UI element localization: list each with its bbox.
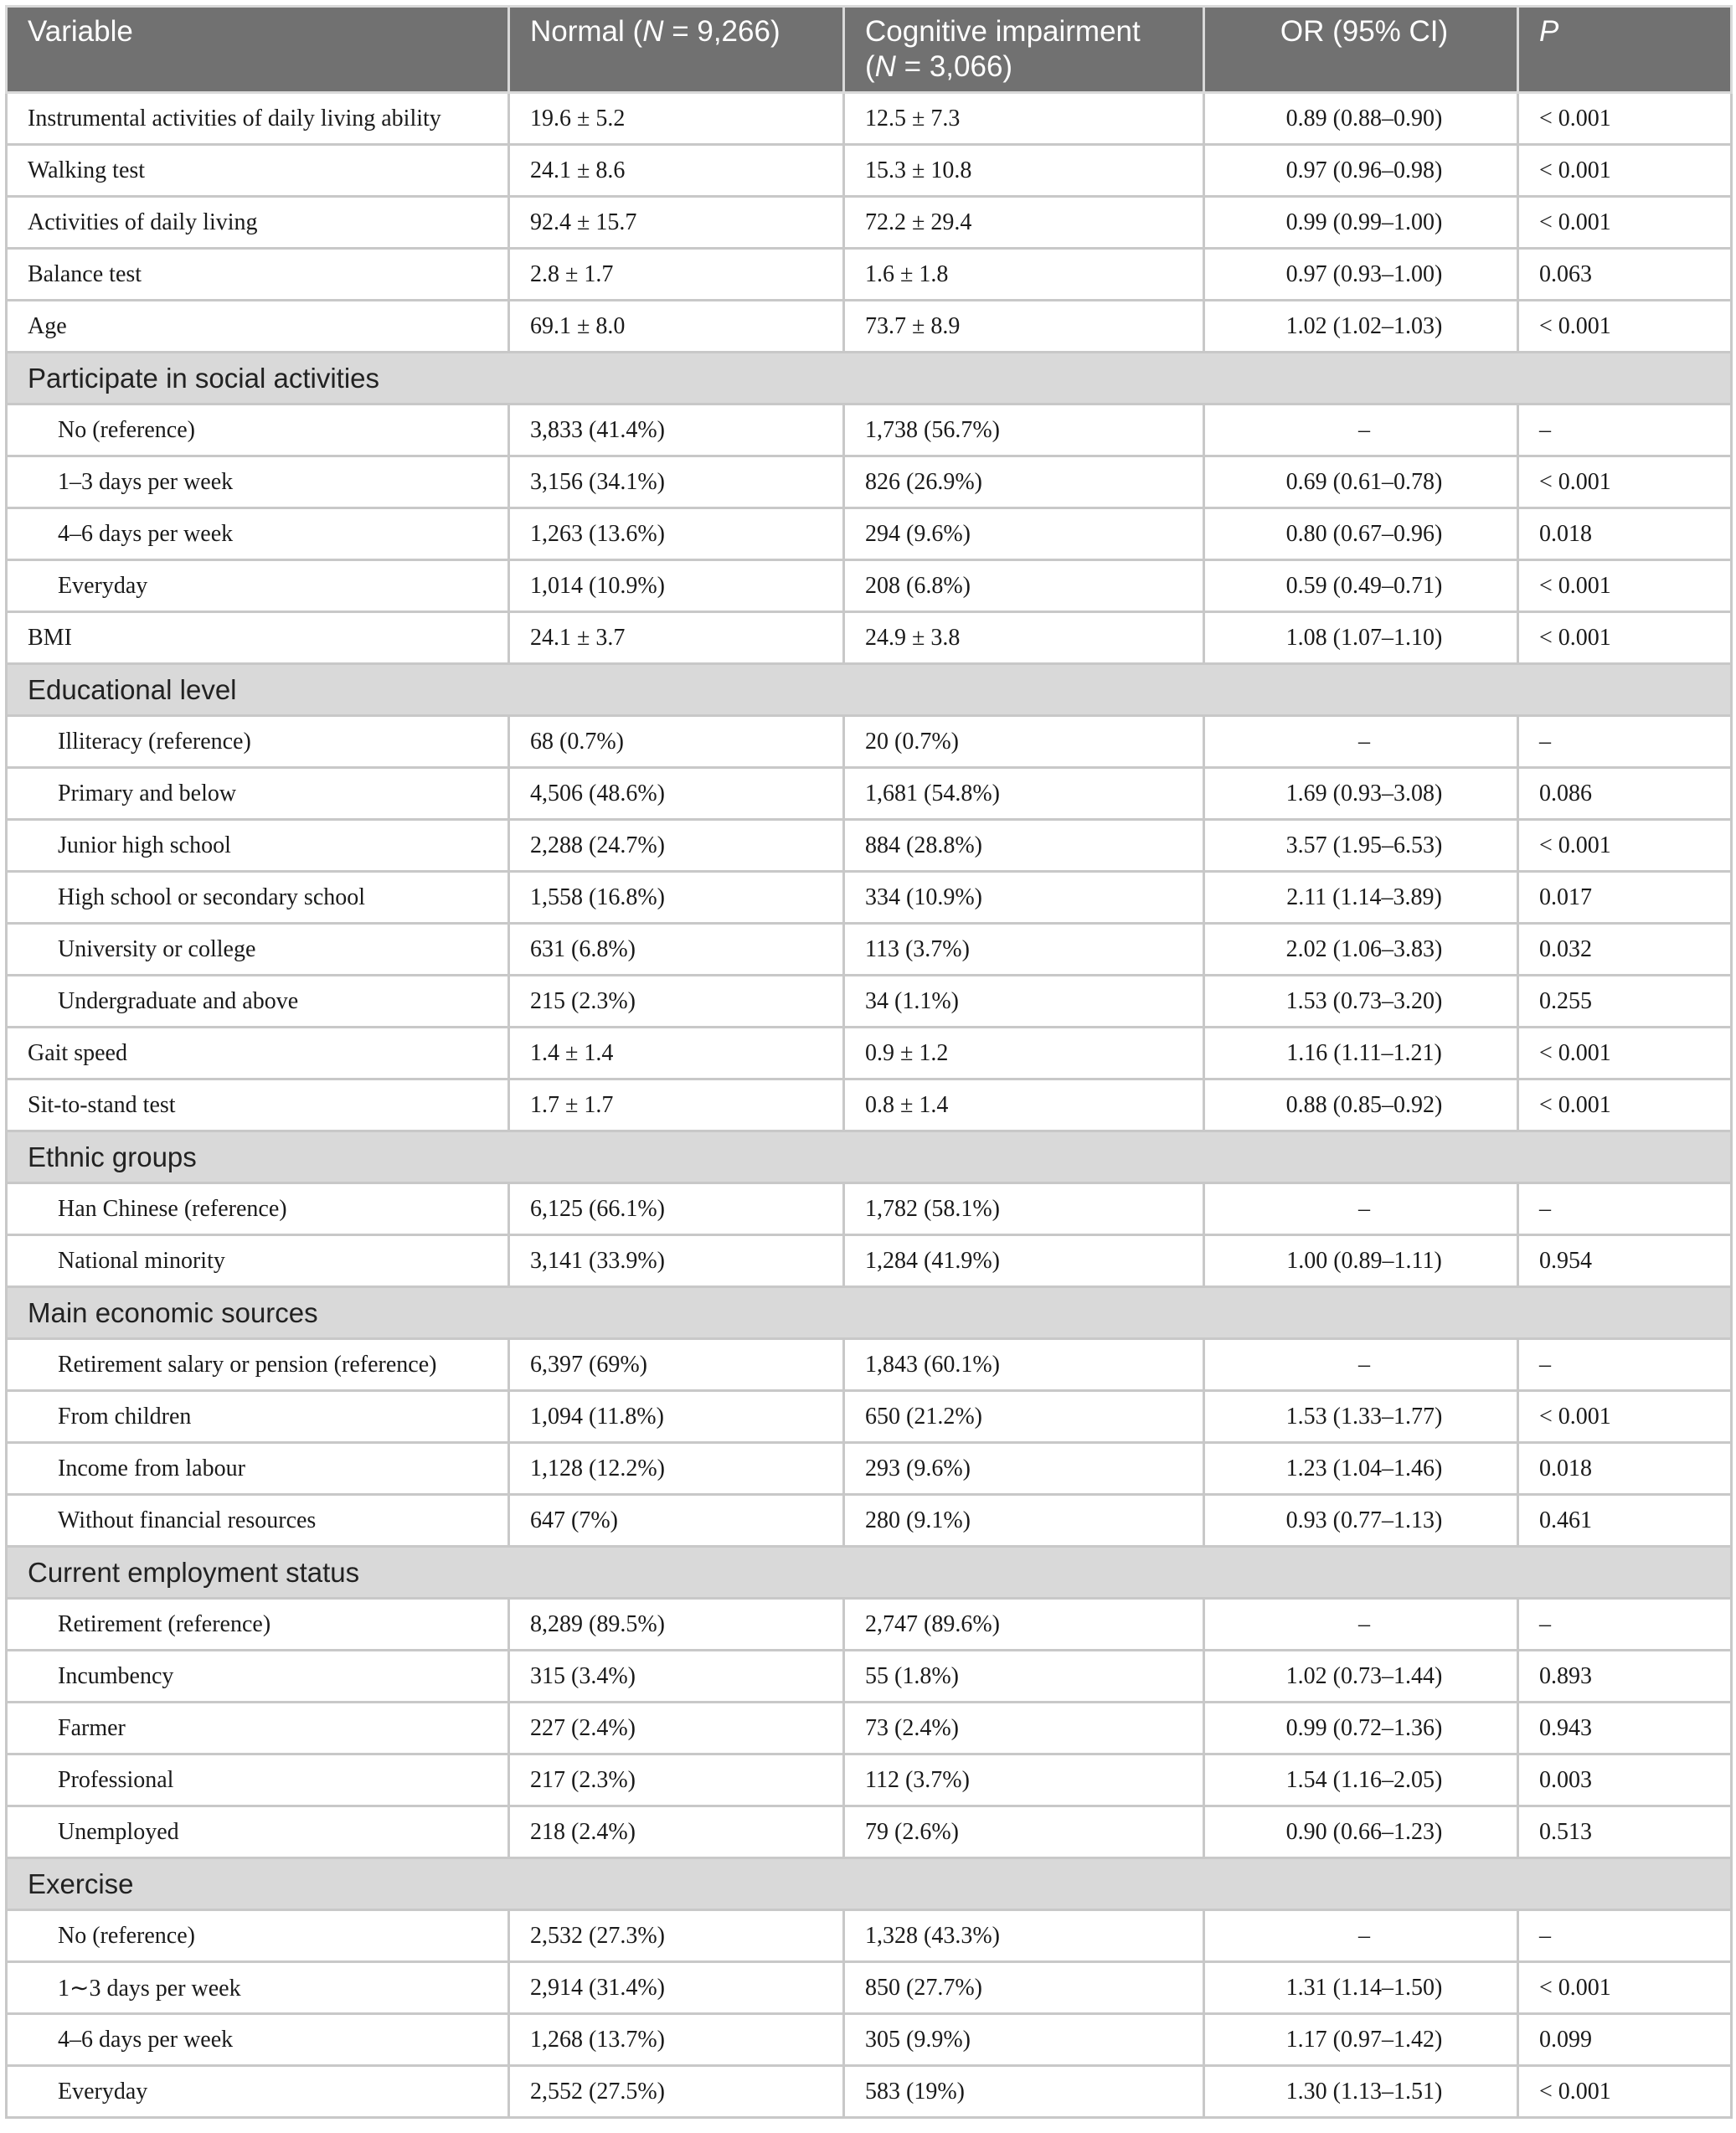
- cell-cognitive-impairment: 583 (19%): [844, 2066, 1204, 2118]
- cell-variable: Age: [7, 301, 509, 353]
- cell-variable: Primary and below: [7, 768, 509, 820]
- cell-normal: 19.6 ± 5.2: [509, 93, 844, 145]
- cell-or: 1.17 (0.97–1.42): [1204, 2014, 1518, 2066]
- cell-cognitive-impairment: 294 (9.6%): [844, 508, 1204, 560]
- cell-p: 0.461: [1518, 1495, 1732, 1547]
- cell-p: –: [1518, 716, 1732, 768]
- cell-normal: 24.1 ± 3.7: [509, 612, 844, 664]
- cell-cognitive-impairment: 1,284 (41.9%): [844, 1235, 1204, 1287]
- cell-p: 0.893: [1518, 1651, 1732, 1703]
- cell-variable: No (reference): [7, 1910, 509, 1962]
- cell-p: < 0.001: [1518, 560, 1732, 612]
- cell-or: 1.54 (1.16–2.05): [1204, 1754, 1518, 1806]
- cell-variable: Gait speed: [7, 1028, 509, 1079]
- cell-normal: 3,156 (34.1%): [509, 456, 844, 508]
- cell-p: 0.063: [1518, 249, 1732, 301]
- cell-or: 1.31 (1.14–1.50): [1204, 1962, 1518, 2014]
- cell-variable: No (reference): [7, 404, 509, 456]
- cell-p: < 0.001: [1518, 1028, 1732, 1079]
- cell-p: 0.086: [1518, 768, 1732, 820]
- cell-variable: Instrumental activities of daily living ability: [7, 93, 509, 145]
- cell-cognitive-impairment: 1,782 (58.1%): [844, 1183, 1204, 1235]
- cell-or: 1.02 (0.73–1.44): [1204, 1651, 1518, 1703]
- cell-normal: 4,506 (48.6%): [509, 768, 844, 820]
- section-header-row: [7, 1131, 1732, 1183]
- cell-variable: Incumbency: [7, 1651, 509, 1703]
- cell-or: 0.69 (0.61–0.78): [1204, 456, 1518, 508]
- cell-p: 0.943: [1518, 1703, 1732, 1754]
- cell-variable: Everyday: [7, 560, 509, 612]
- cell-variable: Walking test: [7, 145, 509, 197]
- cell-or: 0.99 (0.72–1.36): [1204, 1703, 1518, 1754]
- table-container: [5, 5, 1730, 2119]
- cell-cognitive-impairment: 1,843 (60.1%): [844, 1339, 1204, 1391]
- table-header-row: [7, 7, 1732, 93]
- table-row: [7, 820, 1732, 872]
- cell-or: –: [1204, 1910, 1518, 1962]
- cell-variable: High school or secondary school: [7, 872, 509, 924]
- cell-or: 1.53 (0.73–3.20): [1204, 976, 1518, 1028]
- cell-normal: 2,552 (27.5%): [509, 2066, 844, 2118]
- table-row: [7, 1235, 1732, 1287]
- table-row: [7, 93, 1732, 145]
- cell-cognitive-impairment: 34 (1.1%): [844, 976, 1204, 1028]
- cell-or: –: [1204, 404, 1518, 456]
- cell-variable: Undergraduate and above: [7, 976, 509, 1028]
- table-row: [7, 976, 1732, 1028]
- cell-normal: 92.4 ± 15.7: [509, 197, 844, 249]
- cell-cognitive-impairment: 73 (2.4%): [844, 1703, 1204, 1754]
- cell-normal: 647 (7%): [509, 1495, 844, 1547]
- table-row: [7, 1703, 1732, 1754]
- cell-cognitive-impairment: 0.8 ± 1.4: [844, 1079, 1204, 1131]
- cell-p: –: [1518, 1183, 1732, 1235]
- table-row: [7, 1962, 1732, 2014]
- table-row: [7, 560, 1732, 612]
- cell-cognitive-impairment: 826 (26.9%): [844, 456, 1204, 508]
- cell-normal: 2,914 (31.4%): [509, 1962, 844, 2014]
- cell-normal: 8,289 (89.5%): [509, 1599, 844, 1651]
- cell-p: 0.954: [1518, 1235, 1732, 1287]
- cell-cognitive-impairment: 55 (1.8%): [844, 1651, 1204, 1703]
- cell-p: 0.513: [1518, 1806, 1732, 1858]
- table-row: [7, 1079, 1732, 1131]
- table-row: [7, 1806, 1732, 1858]
- header-normal: Normal (N = 9,266): [509, 7, 844, 93]
- cell-or: 2.02 (1.06–3.83): [1204, 924, 1518, 976]
- table-row: [7, 2066, 1732, 2118]
- cell-cognitive-impairment: 24.9 ± 3.8: [844, 612, 1204, 664]
- cell-cognitive-impairment: 73.7 ± 8.9: [844, 301, 1204, 353]
- cell-or: 1.30 (1.13–1.51): [1204, 2066, 1518, 2118]
- cell-or: 1.53 (1.33–1.77): [1204, 1391, 1518, 1443]
- cell-normal: 2.8 ± 1.7: [509, 249, 844, 301]
- cell-variable: 1∼3 days per week: [7, 1962, 509, 2014]
- data-table: [5, 5, 1733, 2119]
- cell-cognitive-impairment: 884 (28.8%): [844, 820, 1204, 872]
- cell-p: < 0.001: [1518, 93, 1732, 145]
- header-variable: Variable: [7, 7, 509, 93]
- cell-p: 0.099: [1518, 2014, 1732, 2066]
- cell-p: < 0.001: [1518, 456, 1732, 508]
- cell-p: 0.255: [1518, 976, 1732, 1028]
- cell-p: < 0.001: [1518, 612, 1732, 664]
- cell-variable: Han Chinese (reference): [7, 1183, 509, 1235]
- cell-normal: 217 (2.3%): [509, 1754, 844, 1806]
- table-row: [7, 456, 1732, 508]
- table-body: [7, 93, 1732, 2118]
- section-label: Ethnic groups: [7, 1131, 1732, 1183]
- cell-p: –: [1518, 404, 1732, 456]
- cell-or: –: [1204, 1599, 1518, 1651]
- cell-variable: University or college: [7, 924, 509, 976]
- cell-or: 1.23 (1.04–1.46): [1204, 1443, 1518, 1495]
- cell-variable: Retirement salary or pension (reference): [7, 1339, 509, 1391]
- cell-variable: Farmer: [7, 1703, 509, 1754]
- table-row: [7, 1651, 1732, 1703]
- cell-cognitive-impairment: 1,681 (54.8%): [844, 768, 1204, 820]
- section-header-row: [7, 1858, 1732, 1910]
- cell-variable: BMI: [7, 612, 509, 664]
- cell-or: 0.59 (0.49–0.71): [1204, 560, 1518, 612]
- cell-cognitive-impairment: 293 (9.6%): [844, 1443, 1204, 1495]
- cell-or: 1.00 (0.89–1.11): [1204, 1235, 1518, 1287]
- cell-or: 0.97 (0.93–1.00): [1204, 249, 1518, 301]
- cell-variable: Sit-to-stand test: [7, 1079, 509, 1131]
- section-label: Exercise: [7, 1858, 1732, 1910]
- cell-or: 1.08 (1.07–1.10): [1204, 612, 1518, 664]
- cell-variable: Without financial resources: [7, 1495, 509, 1547]
- cell-variable: Income from labour: [7, 1443, 509, 1495]
- table-row: [7, 1443, 1732, 1495]
- cell-normal: 1,014 (10.9%): [509, 560, 844, 612]
- cell-cognitive-impairment: 113 (3.7%): [844, 924, 1204, 976]
- cell-normal: 6,125 (66.1%): [509, 1183, 844, 1235]
- cell-variable: 1–3 days per week: [7, 456, 509, 508]
- table-row: [7, 1028, 1732, 1079]
- table-row: [7, 508, 1732, 560]
- table-row: [7, 1339, 1732, 1391]
- cell-p: < 0.001: [1518, 145, 1732, 197]
- cell-variable: Retirement (reference): [7, 1599, 509, 1651]
- cell-variable: From children: [7, 1391, 509, 1443]
- section-header-row: [7, 353, 1732, 404]
- table-row: [7, 924, 1732, 976]
- cell-normal: 1,094 (11.8%): [509, 1391, 844, 1443]
- cell-p: 0.003: [1518, 1754, 1732, 1806]
- cell-normal: 315 (3.4%): [509, 1651, 844, 1703]
- cell-p: 0.032: [1518, 924, 1732, 976]
- table-row: [7, 612, 1732, 664]
- cell-normal: 227 (2.4%): [509, 1703, 844, 1754]
- cell-p: –: [1518, 1599, 1732, 1651]
- section-label: Participate in social activities: [7, 353, 1732, 404]
- cell-or: 2.11 (1.14–3.89): [1204, 872, 1518, 924]
- cell-p: –: [1518, 1339, 1732, 1391]
- table-row: [7, 145, 1732, 197]
- cell-normal: 218 (2.4%): [509, 1806, 844, 1858]
- cell-or: 0.89 (0.88–0.90): [1204, 93, 1518, 145]
- cell-variable: Activities of daily living: [7, 197, 509, 249]
- cell-normal: 631 (6.8%): [509, 924, 844, 976]
- cell-cognitive-impairment: 208 (6.8%): [844, 560, 1204, 612]
- cell-or: 0.97 (0.96–0.98): [1204, 145, 1518, 197]
- cell-cognitive-impairment: 15.3 ± 10.8: [844, 145, 1204, 197]
- cell-normal: 215 (2.3%): [509, 976, 844, 1028]
- cell-variable: 4–6 days per week: [7, 2014, 509, 2066]
- cell-normal: 68 (0.7%): [509, 716, 844, 768]
- cell-normal: 1.7 ± 1.7: [509, 1079, 844, 1131]
- cell-cognitive-impairment: 72.2 ± 29.4: [844, 197, 1204, 249]
- cell-p: < 0.001: [1518, 1079, 1732, 1131]
- cell-normal: 1.4 ± 1.4: [509, 1028, 844, 1079]
- cell-variable: Junior high school: [7, 820, 509, 872]
- cell-normal: 1,263 (13.6%): [509, 508, 844, 560]
- cell-p: < 0.001: [1518, 820, 1732, 872]
- cell-cognitive-impairment: 280 (9.1%): [844, 1495, 1204, 1547]
- cell-or: 0.90 (0.66–1.23): [1204, 1806, 1518, 1858]
- section-label: Current employment status: [7, 1547, 1732, 1599]
- cell-cognitive-impairment: 1,738 (56.7%): [844, 404, 1204, 456]
- cell-normal: 69.1 ± 8.0: [509, 301, 844, 353]
- cell-cognitive-impairment: 850 (27.7%): [844, 1962, 1204, 2014]
- cell-cognitive-impairment: 0.9 ± 1.2: [844, 1028, 1204, 1079]
- cell-or: 1.16 (1.11–1.21): [1204, 1028, 1518, 1079]
- cell-or: 0.88 (0.85–0.92): [1204, 1079, 1518, 1131]
- cell-p: < 0.001: [1518, 1962, 1732, 2014]
- cell-cognitive-impairment: 650 (21.2%): [844, 1391, 1204, 1443]
- cell-variable: Everyday: [7, 2066, 509, 2118]
- section-header-row: [7, 664, 1732, 716]
- cell-cognitive-impairment: 12.5 ± 7.3: [844, 93, 1204, 145]
- table-row: [7, 1754, 1732, 1806]
- cell-cognitive-impairment: 334 (10.9%): [844, 872, 1204, 924]
- cell-normal: 1,558 (16.8%): [509, 872, 844, 924]
- cell-normal: 6,397 (69%): [509, 1339, 844, 1391]
- cell-normal: 2,532 (27.3%): [509, 1910, 844, 1962]
- header-cognitive-impairment: Cognitive impairment (N = 3,066): [844, 7, 1204, 93]
- section-header-row: [7, 1547, 1732, 1599]
- cell-p: < 0.001: [1518, 2066, 1732, 2118]
- table-row: [7, 2014, 1732, 2066]
- cell-or: 1.02 (1.02–1.03): [1204, 301, 1518, 353]
- cell-cognitive-impairment: 79 (2.6%): [844, 1806, 1204, 1858]
- cell-variable: Balance test: [7, 249, 509, 301]
- table-row: [7, 872, 1732, 924]
- table-row: [7, 768, 1732, 820]
- cell-p: 0.017: [1518, 872, 1732, 924]
- section-label: Educational level: [7, 664, 1732, 716]
- cell-cognitive-impairment: 20 (0.7%): [844, 716, 1204, 768]
- cell-p: < 0.001: [1518, 197, 1732, 249]
- cell-or: 0.99 (0.99–1.00): [1204, 197, 1518, 249]
- cell-p: 0.018: [1518, 508, 1732, 560]
- cell-cognitive-impairment: 2,747 (89.6%): [844, 1599, 1204, 1651]
- table-row: [7, 1495, 1732, 1547]
- cell-cognitive-impairment: 112 (3.7%): [844, 1754, 1204, 1806]
- cell-or: 0.80 (0.67–0.96): [1204, 508, 1518, 560]
- section-label: Main economic sources: [7, 1287, 1732, 1339]
- cell-or: 3.57 (1.95–6.53): [1204, 820, 1518, 872]
- cell-or: –: [1204, 1339, 1518, 1391]
- cell-p: –: [1518, 1910, 1732, 1962]
- cell-p: < 0.001: [1518, 1391, 1732, 1443]
- cell-cognitive-impairment: 1.6 ± 1.8: [844, 249, 1204, 301]
- cell-variable: Professional: [7, 1754, 509, 1806]
- cell-normal: 1,268 (13.7%): [509, 2014, 844, 2066]
- cell-normal: 3,833 (41.4%): [509, 404, 844, 456]
- table-row: [7, 1910, 1732, 1962]
- header-or: OR (95% CI): [1204, 7, 1518, 93]
- cell-cognitive-impairment: 1,328 (43.3%): [844, 1910, 1204, 1962]
- header-p: P: [1518, 7, 1732, 93]
- cell-p: 0.018: [1518, 1443, 1732, 1495]
- cell-or: –: [1204, 1183, 1518, 1235]
- cell-variable: Unemployed: [7, 1806, 509, 1858]
- table-row: [7, 197, 1732, 249]
- table-row: [7, 249, 1732, 301]
- section-header-row: [7, 1287, 1732, 1339]
- cell-normal: 24.1 ± 8.6: [509, 145, 844, 197]
- table-row: [7, 1599, 1732, 1651]
- cell-normal: 3,141 (33.9%): [509, 1235, 844, 1287]
- cell-or: –: [1204, 716, 1518, 768]
- cell-or: 0.93 (0.77–1.13): [1204, 1495, 1518, 1547]
- table-row: [7, 716, 1732, 768]
- table-row: [7, 1183, 1732, 1235]
- cell-normal: 2,288 (24.7%): [509, 820, 844, 872]
- cell-normal: 1,128 (12.2%): [509, 1443, 844, 1495]
- cell-p: < 0.001: [1518, 301, 1732, 353]
- cell-variable: National minority: [7, 1235, 509, 1287]
- table-row: [7, 301, 1732, 353]
- cell-variable: 4–6 days per week: [7, 508, 509, 560]
- table-row: [7, 1391, 1732, 1443]
- cell-cognitive-impairment: 305 (9.9%): [844, 2014, 1204, 2066]
- table-row: [7, 404, 1732, 456]
- cell-or: 1.69 (0.93–3.08): [1204, 768, 1518, 820]
- cell-variable: Illiteracy (reference): [7, 716, 509, 768]
